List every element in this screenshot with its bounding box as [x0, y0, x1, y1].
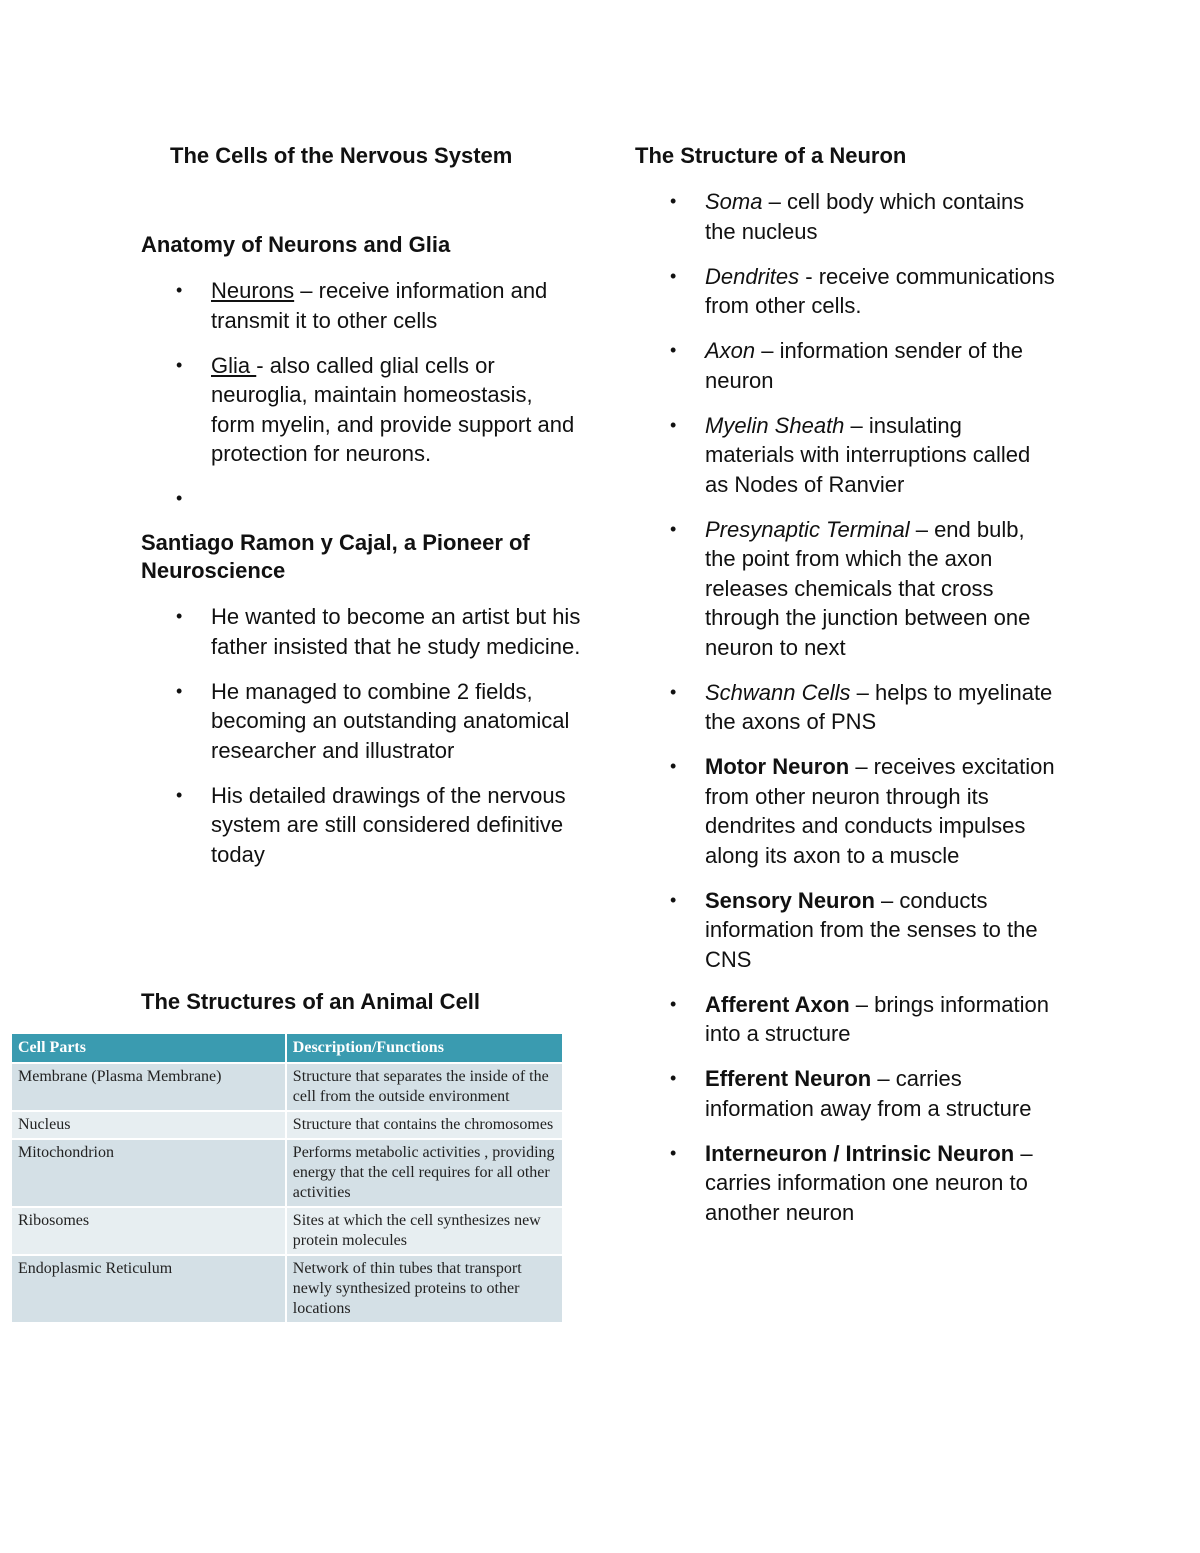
- list-item: [635, 678, 1055, 737]
- column-header: Cell Parts: [11, 1033, 286, 1063]
- bullet-icon: •: [670, 681, 677, 702]
- table-row: [11, 1255, 563, 1323]
- definition: – conducts information from the senses to the CNS: [705, 887, 1038, 972]
- bullet-icon: •: [176, 784, 183, 805]
- term: Soma: [705, 189, 763, 214]
- table-cell: Membrane (Plasma Membrane): [11, 1063, 286, 1111]
- term-neurons: Neurons: [211, 278, 295, 303]
- list-item: [141, 351, 581, 469]
- bullet-icon: •: [670, 518, 677, 539]
- list-item: [635, 886, 1055, 975]
- bullet-icon: •: [670, 1142, 677, 1163]
- cell-structures-table: [10, 1032, 564, 1324]
- term: Efferent Neuron: [705, 1066, 872, 1091]
- bullet-icon: •: [176, 488, 183, 508]
- term: Afferent Axon: [705, 991, 850, 1017]
- list-item: [635, 1064, 1055, 1123]
- definition: – cell body which contains the nucleus: [705, 189, 1025, 244]
- list-item-text: He wanted to become an artist but his father insisted that he study medicine.: [211, 604, 581, 659]
- table-cell: Sites at which the cell synthesizes new protein molecules: [286, 1207, 563, 1255]
- definition: – receives excitation from other neuron through its dendrites and conducts impulses along its axon to a muscle: [705, 754, 1055, 868]
- term: Sensory Neuron: [705, 887, 875, 913]
- bullet-icon: •: [670, 993, 677, 1014]
- animal-cell-heading: The Structures of an Animal Cell: [141, 989, 481, 1014]
- term-glia: Glia: [211, 352, 257, 378]
- table-cell: Network of thin tubes that transport newly synthesized proteins to other locations: [286, 1255, 563, 1323]
- list-item: [635, 262, 1055, 321]
- bullet-icon: •: [670, 889, 677, 910]
- neuron-structure-list: [635, 187, 1055, 1243]
- cajal-heading: Santiago Ramon y Cajal, a Pioneer of Neuroscience: [141, 530, 530, 583]
- list-item: [635, 990, 1055, 1049]
- list-item: [141, 602, 581, 661]
- table-cell: Performs metabolic activities , providing energy that the cell requires for all other activities: [286, 1139, 563, 1207]
- list-item: [141, 781, 581, 870]
- bullet-icon: •: [670, 265, 677, 286]
- bullet-icon: •: [670, 191, 677, 211]
- term: Myelin Sheath: [705, 412, 845, 438]
- term: Dendrites: [705, 263, 800, 289]
- table-row: [11, 1111, 563, 1139]
- list-item-empty: [141, 484, 581, 514]
- bullet-icon: •: [176, 354, 183, 375]
- definition: – end bulb, the point from which the axon releases chemicals that cross through the junction between one neuron to next: [705, 516, 1031, 660]
- cajal-list: [141, 602, 581, 885]
- definition: – carries information one neuron to another neuron: [705, 1140, 1033, 1225]
- definition: – insulating materials with interruptions called as Nodes of Ranvier: [705, 412, 1031, 497]
- definition: – brings information into a structure: [705, 991, 1049, 1046]
- list-item: [635, 336, 1055, 395]
- term: Presynaptic Terminal: [705, 516, 910, 542]
- table-cell: Nucleus: [11, 1111, 286, 1139]
- bullet-icon: •: [176, 280, 183, 300]
- list-item-text: His detailed drawings of the nervous system are still considered definitive today: [211, 782, 566, 867]
- list-item: [141, 276, 581, 335]
- anatomy-heading: Anatomy of Neurons and Glia: [141, 232, 451, 257]
- column-header: Description/Functions: [286, 1033, 563, 1063]
- table-cell: Ribosomes: [11, 1207, 286, 1255]
- page-title: The Cells of the Nervous System: [170, 143, 513, 168]
- bullet-icon: •: [670, 414, 677, 435]
- term: Schwann Cells: [705, 679, 851, 705]
- table-header-row: [11, 1033, 563, 1063]
- bullet-icon: •: [670, 340, 677, 360]
- definition: – carries information away from a structure: [705, 1066, 1032, 1121]
- definition: - also called glial cells or neuroglia, maintain homeostasis, form myelin, and provide support and protection for neurons.: [211, 352, 575, 466]
- list-item: [635, 515, 1055, 663]
- bullet-icon: •: [176, 680, 183, 701]
- table-row: [11, 1139, 563, 1207]
- anatomy-list: [141, 276, 581, 529]
- neuron-structure-title: The Structure of a Neuron: [635, 143, 907, 168]
- table-row: [11, 1063, 563, 1111]
- term: Axon: [705, 338, 756, 363]
- definition: – information sender of the neuron: [705, 338, 1023, 393]
- list-item: [141, 677, 581, 766]
- table-cell: Structure that contains the chromosomes: [286, 1111, 563, 1139]
- definition: - receive communications from other cells.: [705, 263, 1055, 318]
- table-cell: Endoplasmic Reticulum: [11, 1255, 286, 1323]
- table-cell: Mitochondrion: [11, 1139, 286, 1207]
- definition: – helps to myelinate the axons of PNS: [705, 679, 1053, 734]
- definition: – receive information and transmit it to other cells: [211, 278, 548, 333]
- list-item: [635, 187, 1055, 246]
- list-item: [635, 411, 1055, 500]
- list-item-text: He managed to combine 2 fields, becoming an outstanding anatomical researcher and illustrator: [211, 678, 570, 763]
- term: Motor Neuron: [705, 754, 850, 779]
- list-item: [635, 752, 1055, 870]
- bullet-icon: •: [670, 1068, 677, 1088]
- table-row: [11, 1207, 563, 1255]
- list-item: [635, 1139, 1055, 1228]
- table-cell: Structure that separates the inside of the cell from the outside environment: [286, 1063, 563, 1111]
- bullet-icon: •: [670, 756, 677, 776]
- term: Interneuron / Intrinsic Neuron: [705, 1140, 1015, 1166]
- bullet-icon: •: [176, 606, 183, 626]
